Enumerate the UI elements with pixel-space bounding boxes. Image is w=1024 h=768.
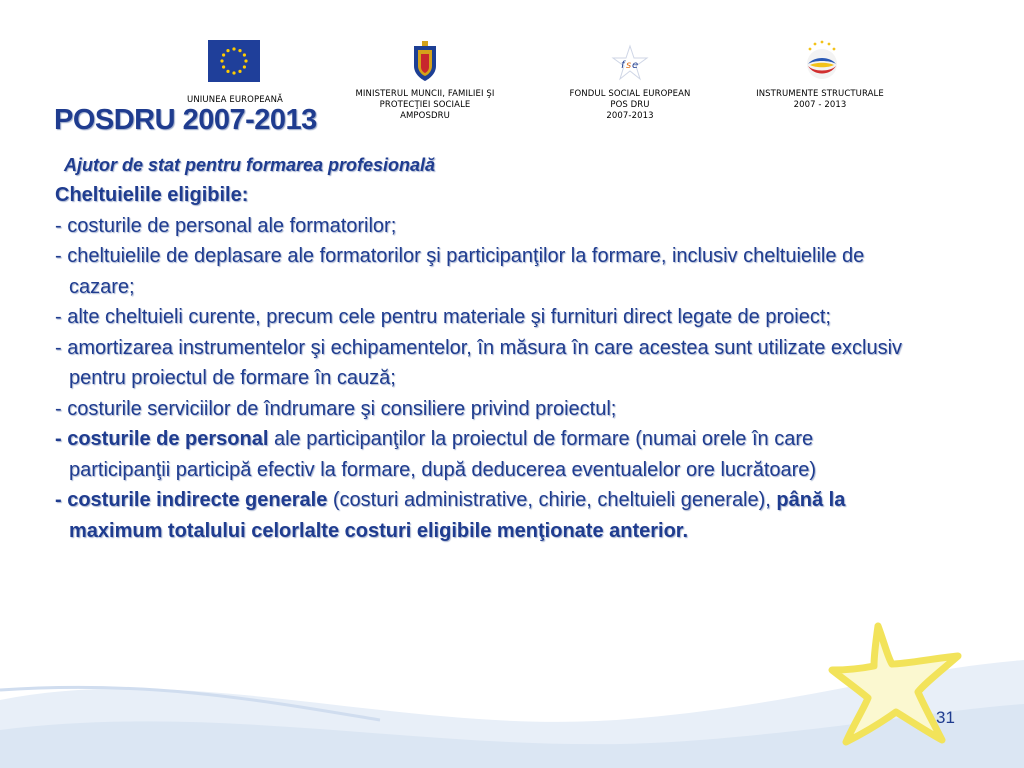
list-item: - alte cheltuieli curente, precum cele pentru materiale şi furnituri direct legate de proiect;	[55, 306, 831, 328]
list-item-text: ale participanţilor la proiectul de formare (numai orele în care participanţii participă efectiv la formare, după deducerea eventualelor ore lucrătoare)	[69, 428, 817, 481]
structural-instruments-caption-text: INSTRUMENTE STRUCTURALE 2007 - 2013	[756, 89, 884, 110]
list-item: - amortizarea instrumentelor şi echipamentelor, în măsura în care acestea sunt utilizate exclusiv pentru proiectul de formare în cauză;	[55, 336, 903, 389]
svg-text:f: f	[621, 60, 625, 71]
eligible-costs-list	[55, 180, 915, 546]
list-item-text: (costuri administrative, chirie, cheltuieli generale),	[327, 489, 777, 511]
decorative-star-icon	[826, 612, 976, 752]
eu-caption-text: UNIUNEA EUROPEANĂ	[187, 95, 283, 105]
fse-caption	[562, 89, 698, 122]
svg-text:s: s	[626, 60, 632, 71]
page-subtitle: Ajutor de stat pentru formarea profesională	[64, 155, 436, 175]
page-title: POSDRU 2007-2013	[54, 104, 317, 136]
structural-instruments-logo-icon	[800, 38, 844, 86]
fse-star-logo-icon	[610, 44, 650, 84]
structural-instruments-caption	[740, 89, 900, 111]
page-number: 31	[936, 708, 955, 727]
list-item	[55, 485, 915, 546]
fse-caption-text: FONDUL SOCIAL EUROPEAN POS DRU 2007-2013	[569, 89, 691, 121]
ministry-caption-text: MINISTERUL MUNCII, FAMILIEI ŞI PROTECŢIEI SOCIALE AMPOSDRU	[355, 89, 495, 121]
ministry-caption	[335, 89, 515, 122]
list-item: - costurile de personal ale formatorilor;	[55, 214, 397, 237]
eu-flag-icon	[208, 40, 260, 82]
list-item-emphasis: - costurile de personal	[55, 428, 269, 450]
list-item	[55, 424, 915, 485]
list-item: - cheltuielile de deplasare ale formatorilor şi participanţilor la formare, inclusiv cheltuielile de cazare;	[55, 245, 865, 298]
romanian-coat-of-arms-icon	[411, 40, 439, 82]
list-item: - costurile serviciilor de îndrumare şi consiliere privind proiectul;	[55, 397, 617, 420]
list-item-emphasis: - costurile indirecte generale	[55, 489, 328, 511]
list-heading: Cheltuielile eligibile:	[55, 184, 249, 206]
svg-text:e: e	[632, 60, 639, 71]
list-item-emphasis-end: până la maximum totalului celorlalte costuri eligibile menţionate anterior.	[69, 489, 846, 542]
